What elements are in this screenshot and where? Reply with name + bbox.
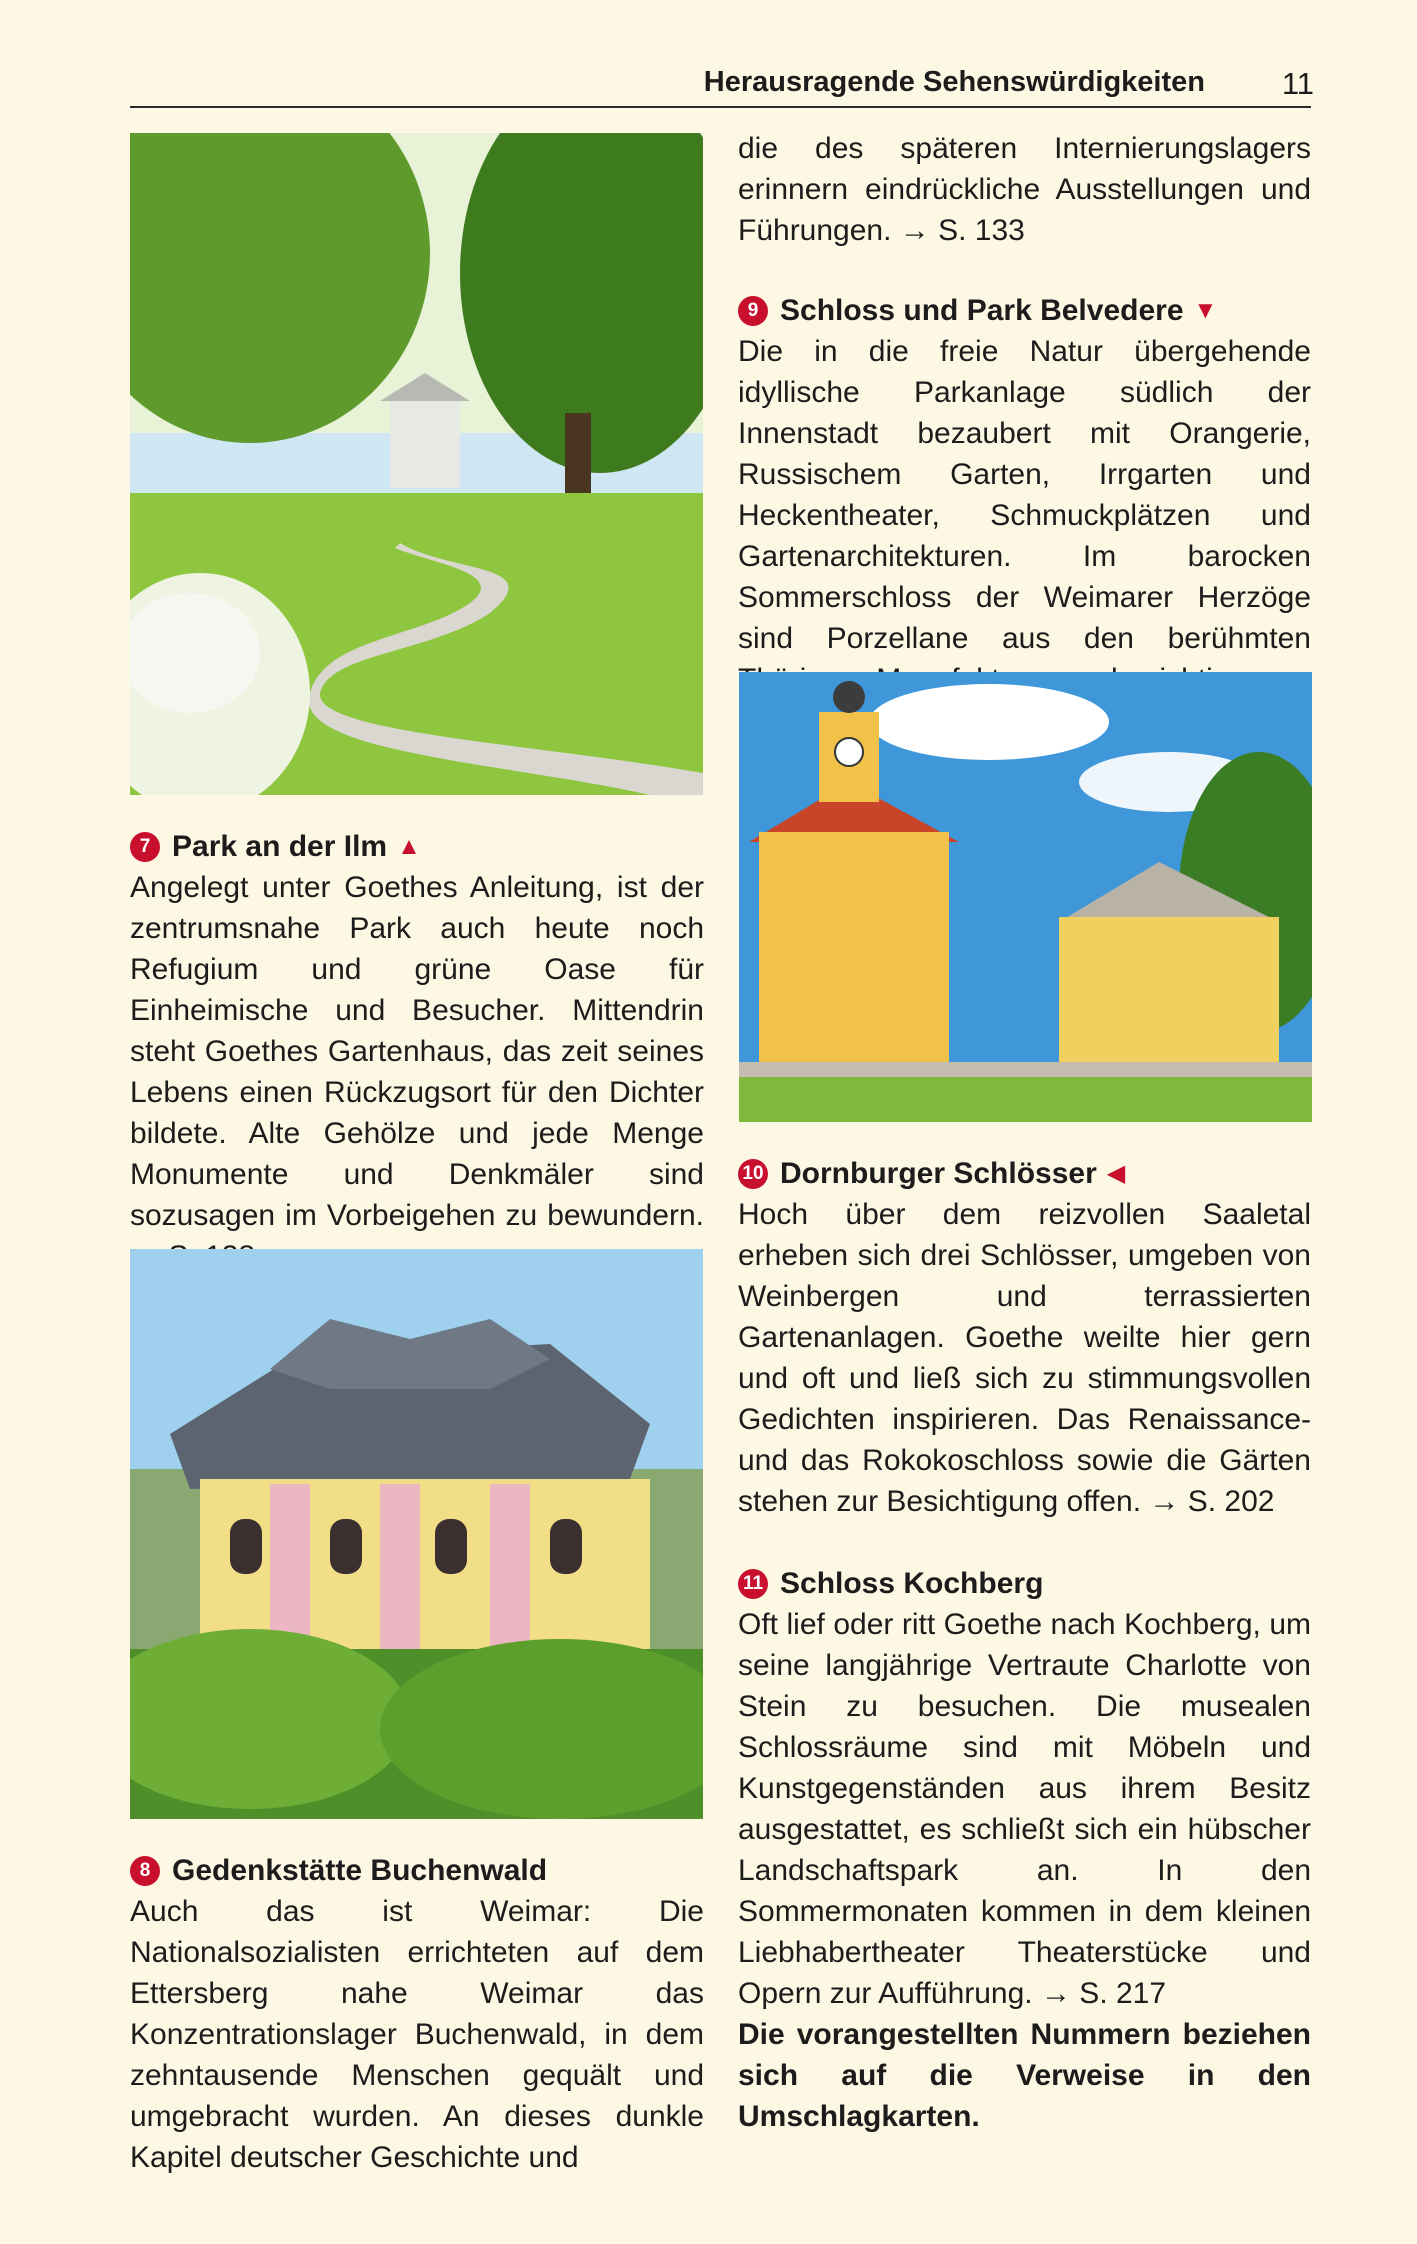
- park-ilm-title: Park an der Ilm: [172, 830, 388, 863]
- park-ilm-number-badge: 7: [130, 832, 160, 862]
- belvedere-title: Schloss und Park Belvedere: [780, 294, 1184, 327]
- dornburg-heading: [738, 1153, 1311, 1194]
- section-dornburg: [738, 1153, 1311, 1522]
- section-continued: [738, 128, 1311, 251]
- belvedere-heading: [738, 290, 1311, 331]
- dornburg-title: Dornburger Schlösser: [780, 1157, 1097, 1190]
- belvedere-number-badge: 9: [738, 296, 768, 326]
- section-note: [738, 2014, 1311, 2137]
- buchenwald-text: Auch das ist Weimar: Die Nationalsozialisten errichteten auf dem Ettersberg nahe Weimar das Konzentrationslager Buchenwald, in dem zehntausende Menschen gequält und umgebracht wurden. An dieses dunkle Kapitel deutscher Geschichte und: [130, 1895, 704, 2174]
- continued-text: die des späteren Internierungslagers erinnern eindrückliche Ausstellungen und Führungen. → S. 133: [738, 132, 1311, 247]
- dornburg-number-badge: 10: [738, 1159, 768, 1189]
- dornburg-text: Hoch über dem reizvollen Saaletal erheben sich drei Schlösser, umgeben von Weinbergen und terrassierten Gartenanlagen. Goethe weilte hier gern und oft und ließ sich zu stimmungsvollen Gedichten inspirieren. Das Renaissance- und das Rokokoschloss sowie die Gärten stehen zur Besichtigung offen. → S. 202: [738, 1198, 1311, 1518]
- buchenwald-title: Gedenkstätte Buchenwald: [172, 1854, 548, 1887]
- kochberg-text: Oft lief oder ritt Goethe nach Kochberg, um seine langjährige Vertraute Charlotte von Stein zu besuchen. Die musealen Schlossräume sind mit Möbeln und Kunstgegenständen aus ihrem Besitz ausgestattet, es schließt sich ein hübscher Landschaftspark an. In den Sommermonaten kommen in dem kleinen Liebhabertheater Theaterstücke und Opern zur Aufführung. → S. 217: [738, 1608, 1311, 2010]
- park-ilm-heading: [130, 826, 704, 867]
- dornburg-castle-photo: [130, 1249, 703, 1819]
- buchenwald-heading: [130, 1850, 704, 1891]
- park-ilm-photo: [130, 133, 703, 795]
- park-ilm-text: Angelegt unter Goethes Anleitung, ist der zentrumsnahe Park auch heute noch Refugium und grüne Oase für Einheimische und Besucher. Mittendrin steht Goethes Gartenhaus, das zeit seines Lebens einen Rückzugsort für den Dichter bildete. Alte Gehölze und jede Menge Monumente und Denkmäler sind sozusagen im Vorbeigehen zu bewundern.: [130, 871, 704, 1232]
- kochberg-heading: [738, 1563, 1311, 1604]
- running-header-title: Herausragende Sehenswürdigkeiten: [703, 66, 1205, 98]
- buchenwald-number-badge: 8: [130, 1856, 160, 1886]
- triangle-down-icon: ▼: [1193, 297, 1218, 324]
- kochberg-title: Schloss Kochberg: [780, 1567, 1044, 1600]
- triangle-left-icon: ◀: [1106, 1160, 1126, 1187]
- belvedere-text: Die in die freie Natur übergehende idyllische Parkanlage südlich der Innenstadt bezaubert mit Orangerie, Russischem Garten, Irrgarten und Heckentheater, Schmuckplätzen und Gartenarchitekturen. Im barocken Sommerschloss der Weimarer Herzöge sind Porzellane aus den berühmten: [738, 335, 1311, 655]
- belvedere-castle-photo: [739, 672, 1312, 1122]
- triangle-up-icon: ▲: [397, 833, 421, 860]
- page-number: 11: [1281, 66, 1314, 101]
- section-buchenwald: [130, 1850, 704, 2178]
- section-kochberg: [738, 1563, 1311, 2014]
- section-park-ilm: [130, 826, 704, 1277]
- numbering-note: Die vorangestellten Nummern beziehen sich auf die Verweise in den Umschlagkarten.: [738, 2018, 1311, 2133]
- header-divider: [130, 106, 1311, 108]
- kochberg-number-badge: 11: [738, 1569, 768, 1599]
